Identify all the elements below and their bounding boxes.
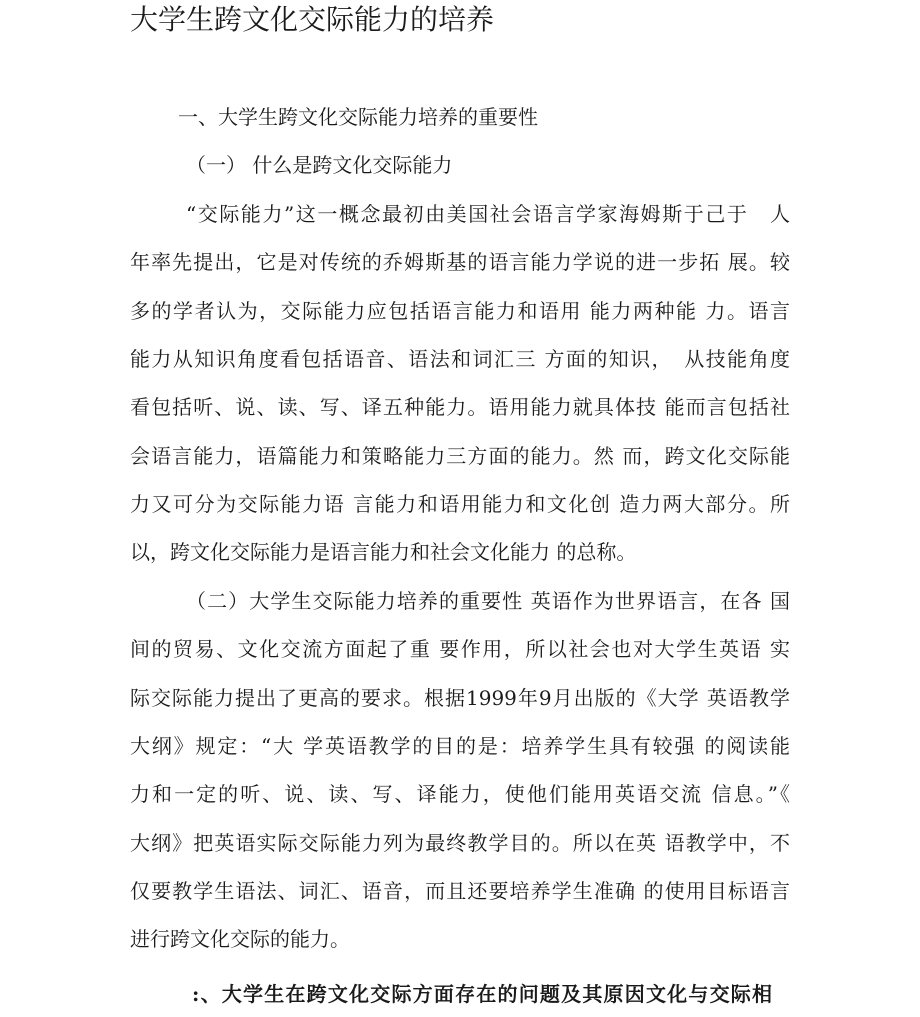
paragraph-communicative-competence xyxy=(130,190,790,577)
paragraph-line: 力和一定的听、说、读、写、译能力，使他们能用英语交流 信息。”《 xyxy=(130,782,790,807)
paragraph-line: 间的贸易、文化交流方面起了重 要作用，所以社会也对大学生英语 实 xyxy=(130,637,790,662)
subsection-1-heading: （一） 什么是跨文化交际能力 xyxy=(186,153,453,177)
paragraph-line: 能力从知识角度看包括语音、语法和词汇三 方面的知识， 从技能角度 xyxy=(130,346,790,371)
paragraph-line: 大纲》把英语实际交际能力列为最终教学目的。所以在英 语教学中，不 xyxy=(130,830,790,855)
paragraph-line: 多的学者认为，交际能力应包括语言能力和语用 能力两种能 力。语言 xyxy=(130,298,790,323)
paragraph-line: 力又可分为交际能力语 言能力和语用能力和文化创 造力两大部分。所 xyxy=(130,491,790,516)
paragraph-line: 际交际能力提出了更高的要求。根据1999年9月出版的《大学 英语教学 xyxy=(130,685,790,710)
paragraph-line: 大纲》规定：“大 学英语教学的目的是：培养学生具有较强 的阅读能 xyxy=(130,733,790,758)
section-2-heading: :、大学生在跨文化交际方面存在的问题及其原因文化与交际相 xyxy=(192,982,772,1006)
paragraph-line: （二）大学生交际能力培养的重要性 英语作为世界语言，在各 国 xyxy=(186,589,790,613)
paragraph-line: 会语言能力，语篇能力和策略能力三方面的能力。然 而，跨文化交际能 xyxy=(130,443,790,468)
paragraph-line: 年率先提出，它是对传统的乔姆斯基的语言能力学说的进一步拓 展。较 xyxy=(130,250,790,275)
paragraph-line: 以，跨文化交际能力是语言能力和社会文化能力 的总称。 xyxy=(130,540,637,565)
paragraph-line: 看包括听、说、读、写、译五种能力。语用能力就具体技 能而言包括社 xyxy=(130,395,790,420)
document-title: 大学生跨文化交际能力的培养 xyxy=(130,3,495,36)
paragraph-line: “交际能力”这一概念最初由美国社会语言学家海姆斯于己于 人 xyxy=(186,202,790,226)
paragraph-importance-of-training xyxy=(130,577,790,964)
paragraph-line: 仅要教学生语法、词汇、语音，而且还要培养学生准确 的使用目标语言 xyxy=(130,878,790,903)
paragraph-line: 进行跨文化交际的能力。 xyxy=(130,927,350,952)
section-1-heading: 一、大学生跨文化交际能力培养的重要性 xyxy=(178,105,538,129)
